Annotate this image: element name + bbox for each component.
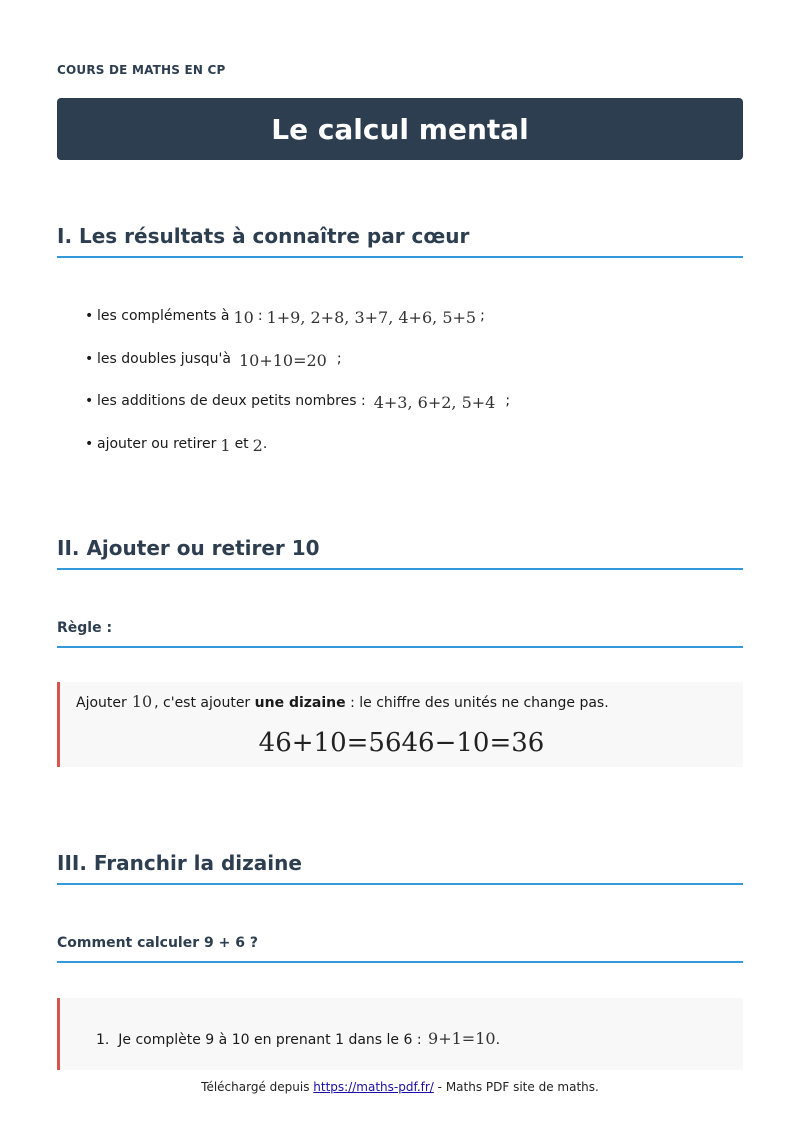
list-item: • les doubles jusqu'à 10+10=20 ; — [85, 350, 342, 370]
section-3-heading: III. Franchir la dizaine — [57, 851, 743, 885]
rule-heading: Règle : — [57, 620, 743, 648]
bullet-icon: • — [85, 435, 94, 452]
method-heading: Comment calculer 9 + 6 ? — [57, 935, 743, 963]
bullet-icon: • — [85, 308, 94, 324]
bullet-icon: • — [85, 350, 94, 367]
list-item: • ajouter ou retirer 1 et 2 . — [85, 435, 268, 455]
site-link[interactable]: https://maths-pdf.fr/ — [313, 1080, 434, 1094]
section-1-heading: I. Les résultats à connaître par cœur — [57, 224, 743, 258]
results-list — [85, 308, 510, 478]
method-step: 1. Je complète 9 à 10 en prenant 1 dans le 6 : 9+1=10. — [96, 1029, 501, 1048]
rule-text: Ajouter 10 , c'est ajouter une dizaine : le chiffre des unités ne change pas. — [76, 692, 609, 711]
rule-formula: 46+10=5646−10=36 — [258, 728, 545, 758]
bullet-icon: • — [85, 393, 94, 409]
page-title: Le calcul mental — [271, 112, 529, 146]
list-item: • les additions de deux petits nombres : 4+3, 6+2, 5+4 ; — [85, 393, 511, 412]
section-2-heading: II. Ajouter ou retirer 10 — [57, 536, 743, 570]
course-label: COURS DE MATHS EN CP — [57, 63, 226, 77]
footer: Téléchargé depuis https://maths-pdf.fr/ - Maths PDF site de maths. — [201, 1080, 599, 1094]
method-box — [57, 998, 743, 1070]
list-item: • les compléments à 10 : 1+9, 2+8, 3+7, 4+6, 5+5 ; — [85, 308, 485, 327]
title-banner — [57, 98, 743, 160]
rule-box — [57, 682, 743, 767]
